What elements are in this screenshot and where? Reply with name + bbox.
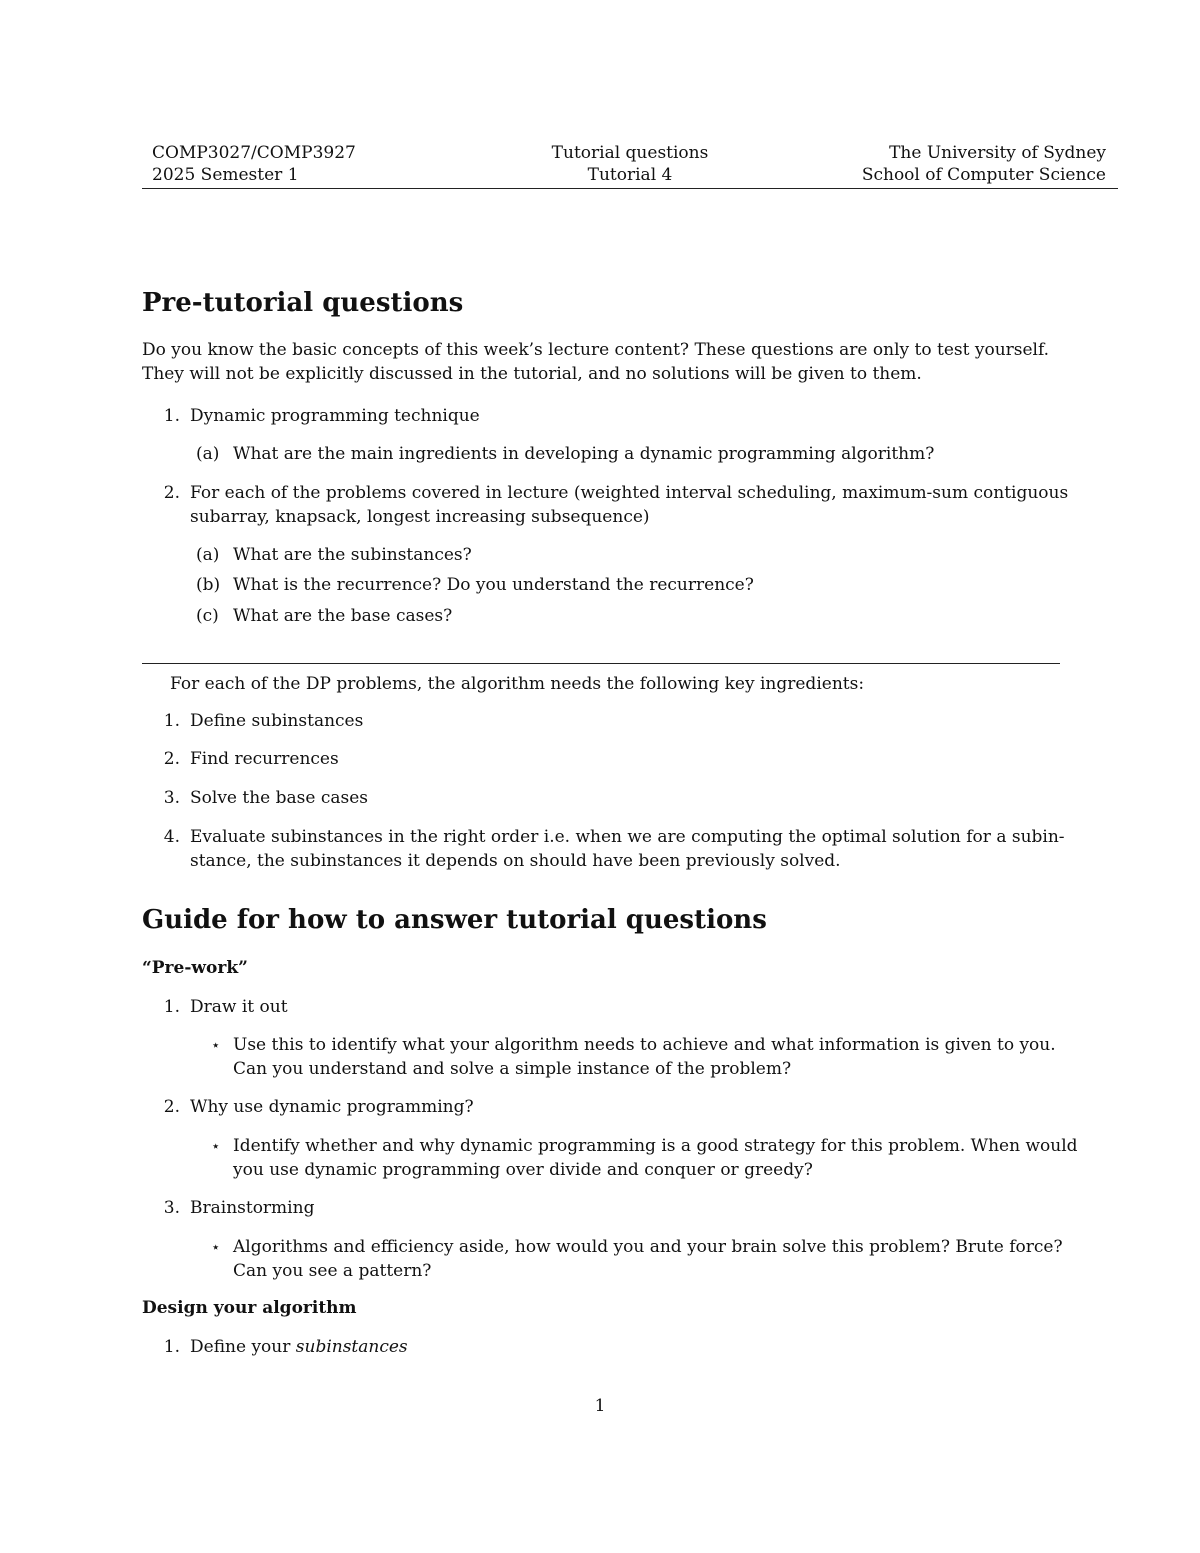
list-number: 3. (163, 788, 180, 808)
bullet-text: Algorithms and efficiency aside, how would you and your brain solve this problem? Brute force? (233, 1237, 1063, 1257)
horizontal-rule (142, 663, 1060, 664)
list-item-text: Define subinstances (190, 711, 364, 731)
list-number: 1. (163, 406, 180, 426)
header-right (862, 142, 1106, 186)
list-item-text: Evaluate subinstances in the right order i.e. when we are computing the optimal solution for a subin- (190, 827, 1065, 847)
list-item-text: Dynamic programming technique (190, 406, 480, 426)
list-number: 3. (163, 1198, 180, 1218)
list-number: 4. (163, 827, 180, 847)
page-header (142, 142, 1118, 189)
list-number: 2. (163, 1097, 180, 1117)
sub-label: (c) (196, 606, 219, 626)
bullet-text-cont: Can you see a pattern? (233, 1261, 432, 1281)
ingredients-intro: For each of the DP problems, the algorithm needs the following key ingredients: (170, 674, 865, 694)
sub-label: (a) (196, 545, 220, 565)
bullet-text-cont: you use dynamic programming over divide and conquer or greedy? (233, 1160, 813, 1180)
sub-label: (a) (196, 444, 220, 464)
list-item-text (190, 1336, 408, 1359)
intro-line-2: They will not be explicitly discussed in the tutorial, and no solutions will be given to them. (142, 364, 922, 384)
list-item-text: Draw it out (190, 997, 288, 1017)
bullet-text: Use this to identify what your algorithm needs to achieve and what information is given to you. (233, 1035, 1056, 1055)
list-item-text: For each of the problems covered in lecture (weighted interval scheduling, maximum-sum contiguous (190, 483, 1069, 503)
list-number: 2. (163, 749, 180, 769)
list-item-text: Solve the base cases (190, 788, 369, 808)
bullet-text: Identify whether and why dynamic programming is a good strategy for this problem. When would (233, 1136, 1078, 1156)
sub-label: (b) (196, 575, 221, 595)
list-number: 2. (163, 483, 180, 503)
subsection-title-prework: “Pre-work” (142, 958, 248, 978)
subsection-title-design: Design your algorithm (142, 1298, 357, 1318)
bullet-text-cont: Can you understand and solve a simple instance of the problem? (233, 1059, 792, 1079)
university: The University of Sydney (889, 143, 1106, 163)
star-bullet-icon: ⋆ (211, 1137, 221, 1155)
sub-item-text: What is the recurrence? Do you understand the recurrence? (233, 575, 754, 595)
course-code: COMP3027/COMP3927 (152, 143, 356, 163)
list-item-text-cont: subarray, knapsack, longest increasing subsequence) (190, 507, 650, 527)
list-item-text-prefix: Define your (190, 1337, 291, 1357)
semester: 2025 Semester 1 (152, 165, 299, 185)
doc-type: Tutorial questions (551, 143, 709, 163)
star-bullet-icon: ⋆ (211, 1036, 221, 1054)
sub-item-text: What are the main ingredients in developing a dynamic programming algorithm? (233, 444, 935, 464)
list-item-text: Brainstorming (190, 1198, 315, 1218)
list-item-text-emphasis: subinstances (295, 1337, 408, 1357)
page-number: 1 (594, 1396, 606, 1416)
section-title-pre-tutorial: Pre-tutorial questions (142, 288, 464, 318)
sub-item-text: What are the base cases? (233, 606, 453, 626)
school: School of Computer Science (861, 165, 1106, 185)
list-item-text: Why use dynamic programming? (190, 1097, 474, 1117)
section-title-guide: Guide for how to answer tutorial questions (142, 905, 767, 935)
star-bullet-icon: ⋆ (211, 1238, 221, 1256)
intro-line-1: Do you know the basic concepts of this week’s lecture content? These questions are only to test yourself. (142, 340, 1050, 360)
list-number: 1. (163, 997, 180, 1017)
list-item-text: Find recurrences (190, 749, 339, 769)
sub-item-text: What are the subinstances? (233, 545, 472, 565)
list-number: 1. (163, 711, 180, 731)
list-item-text-cont: stance, the subinstances it depends on should have been previously solved. (190, 851, 841, 871)
tutorial-number: Tutorial 4 (587, 165, 673, 185)
list-number: 1. (163, 1337, 180, 1357)
